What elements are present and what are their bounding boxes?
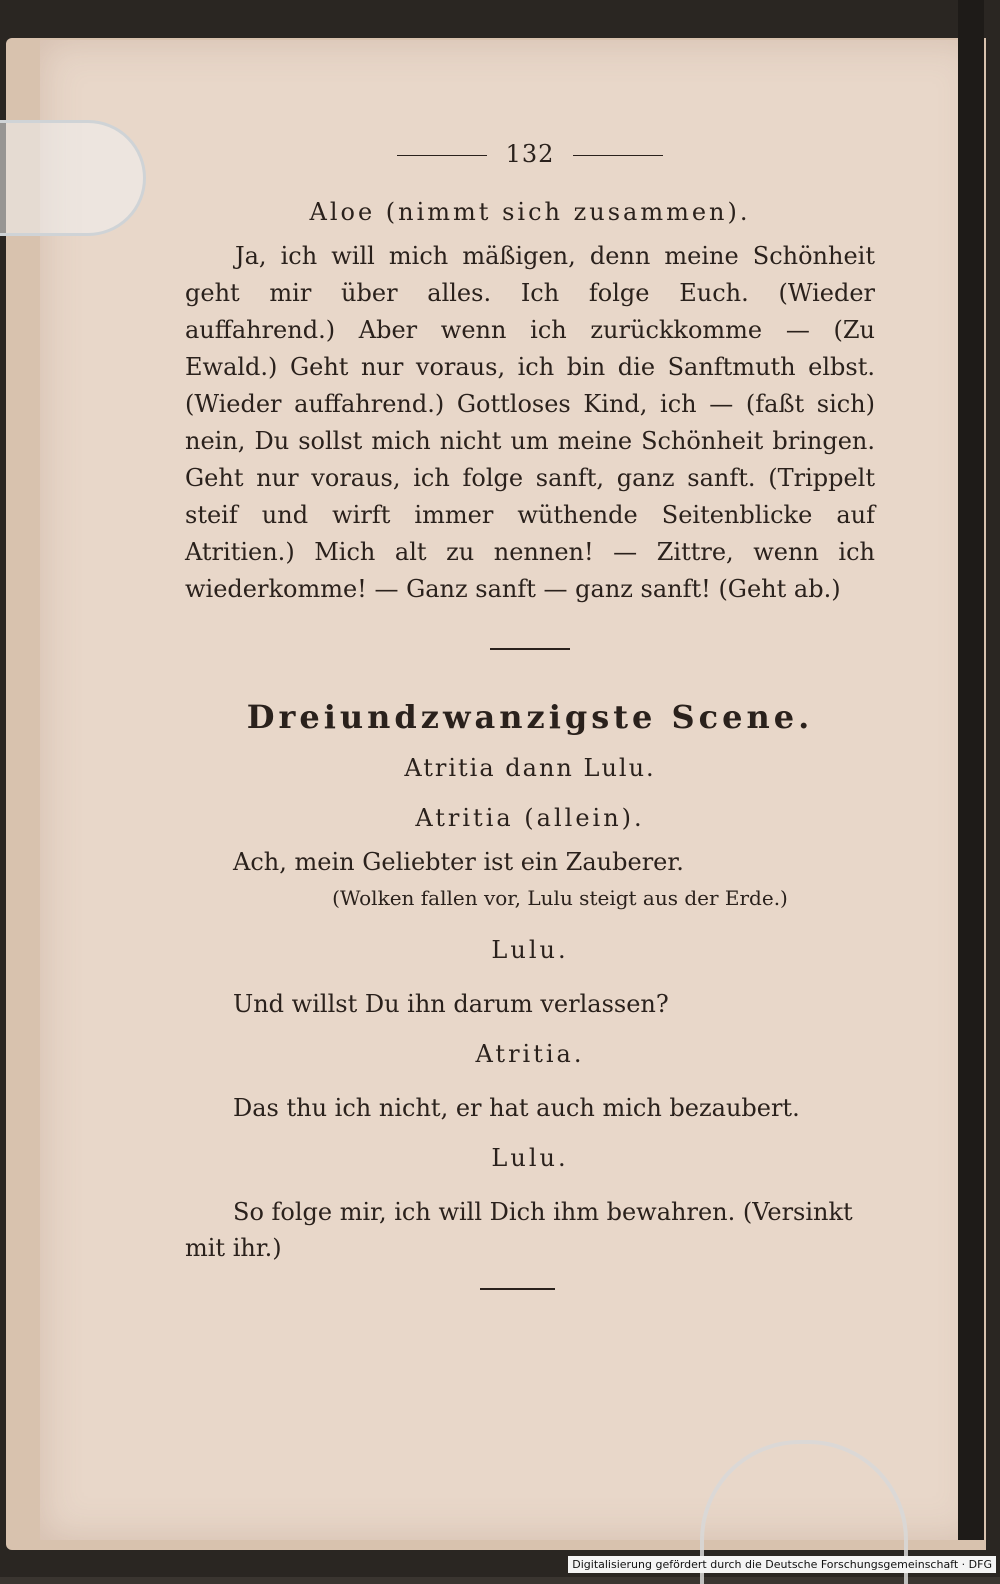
- speaker-aloe: Aloe (nimmt sich zusammen).: [309, 198, 751, 226]
- page-header: [185, 140, 875, 168]
- header-rule-left: [397, 155, 487, 156]
- line-lulu-2: So folge mir, ich will Dich ihm bewahren. (Versinkt mit ihr.): [185, 1198, 853, 1262]
- line-atritia-2: Das thu ich nicht, er hat auch mich bezaubert.: [233, 1094, 800, 1122]
- speaker-atritia: Atritia.: [475, 1040, 585, 1068]
- digitization-footer: Digitalisierung gefördert durch die Deutsche Forschungsgemeinschaft · DFG: [568, 1556, 996, 1573]
- speaker-atritia-alone: Atritia (allein).: [415, 804, 645, 832]
- line-atritia-1: Ach, mein Geliebter ist ein Zauberer.: [233, 848, 684, 876]
- scene-separator: [490, 648, 570, 650]
- speaker-lulu-2: Lulu.: [491, 1144, 569, 1172]
- header-rule-right: [573, 155, 663, 156]
- bookmark-clip-top: [0, 120, 146, 236]
- page-text: [185, 140, 875, 1290]
- speaker-lulu-1: Lulu.: [491, 936, 569, 964]
- page-number: 132: [505, 140, 555, 168]
- line-lulu-1: Und willst Du ihn darum verlassen?: [233, 990, 669, 1018]
- stage-direction: (Wolken fallen vor, Lulu steigt aus der Erde.): [332, 886, 788, 910]
- paragraph-aloe: Ja, ich will mich mäßigen, denn meine Schönheit geht mir über alles. Ich folge Euch. (Wieder auffahrend.) Aber wenn ich zurückkomme — (Zu Ewald.) Geht nur voraus, ich bin die Sanftmuth elbst. (Wieder auffahrend.) Gottloses Kind, ich — (faßt sich) nein, Du sollst mich nicht um meine Schönheit bringen. Geht nur voraus, ich folge sanft, ganz sanft. (Trippelt steif und wirft immer wüthende Seitenblicke auf Atritien.) Mich alt zu nennen! — Zittre, wenn ich wiederkomme! — Ganz sanft — ganz sanft! (Geht ab.): [185, 242, 875, 603]
- page-edge: [958, 0, 984, 1540]
- end-separator: [480, 1288, 555, 1290]
- scene-cast: Atritia dann Lulu.: [404, 754, 656, 782]
- scene-title: Dreiundzwanzigste Scene.: [246, 698, 814, 736]
